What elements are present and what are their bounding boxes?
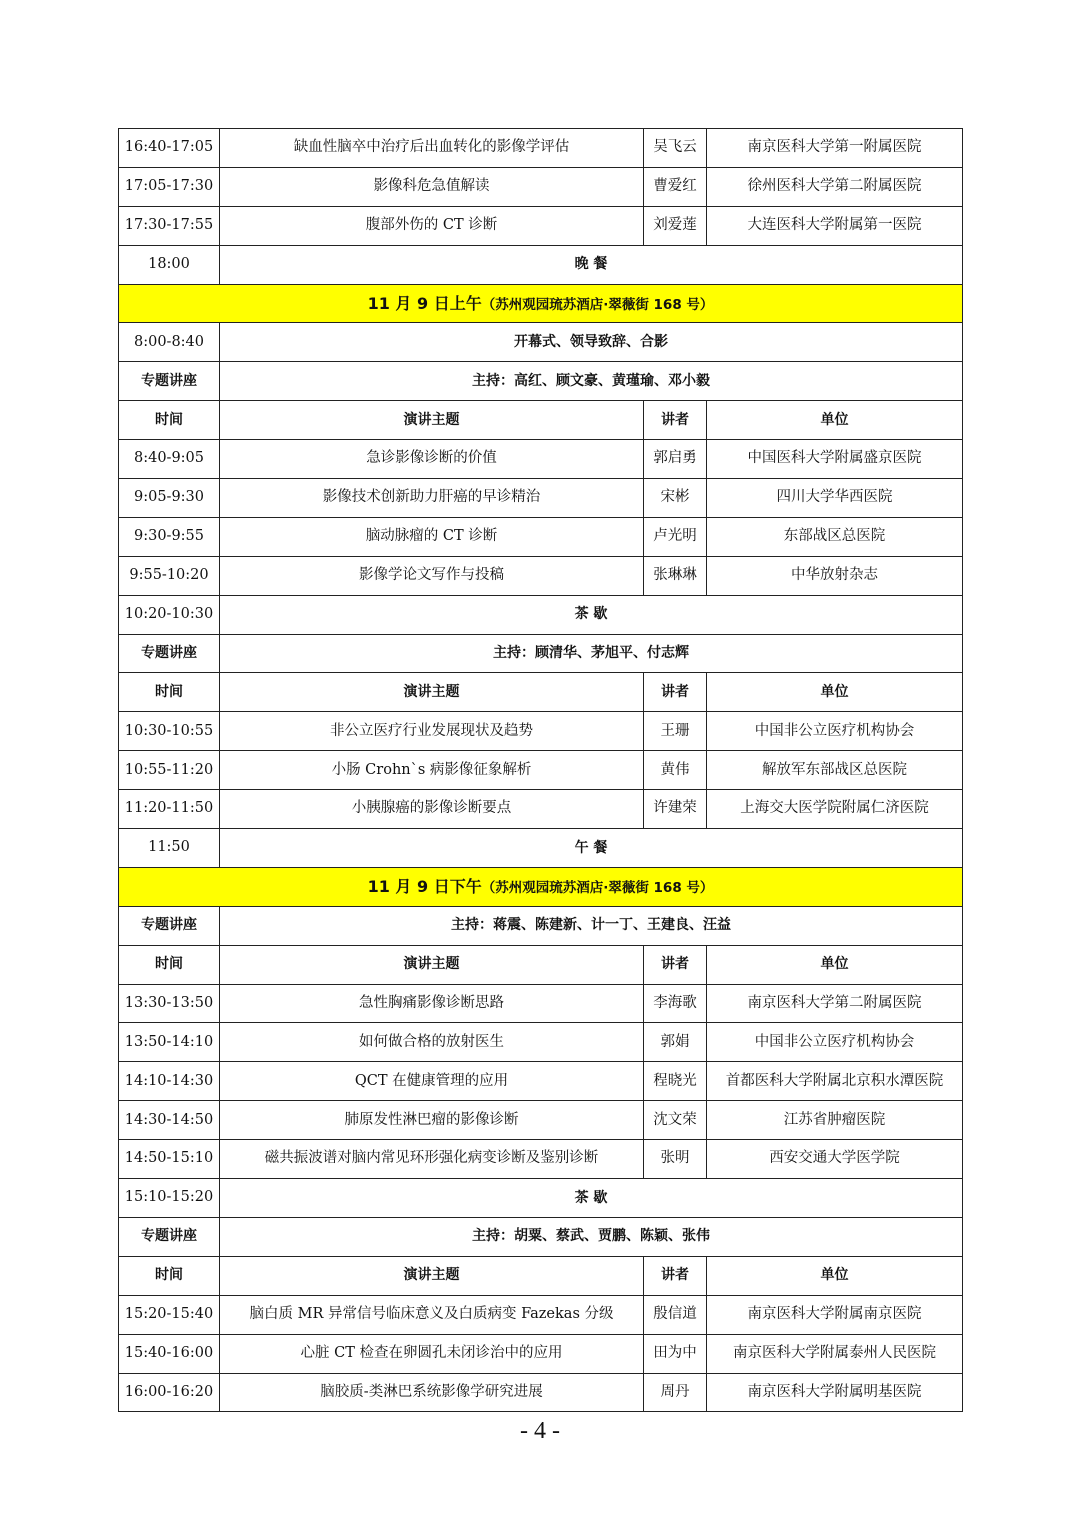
time-cell: 11:50 bbox=[119, 829, 220, 868]
hosts-label: 主持：高红、顾文豪、黄瑾瑜、邓小毅 bbox=[220, 362, 963, 401]
speaker-cell: 卢光明 bbox=[644, 517, 707, 556]
lunch-label: 午 餐 bbox=[220, 829, 963, 868]
time-cell: 16:40-17:05 bbox=[119, 129, 220, 168]
table-row bbox=[119, 129, 963, 168]
unit-cell: 首都医科大学附属北京积水潭医院 bbox=[707, 1062, 963, 1101]
header-unit: 单位 bbox=[707, 401, 963, 440]
unit-cell: 上海交大医学院附属仁济医院 bbox=[707, 790, 963, 829]
time-cell: 10:30-10:55 bbox=[119, 712, 220, 751]
time-cell: 14:30-14:50 bbox=[119, 1101, 220, 1140]
lecture-row bbox=[119, 362, 963, 401]
tea-break-row bbox=[119, 1179, 963, 1218]
speaker-cell: 程晓光 bbox=[644, 1062, 707, 1101]
table-row bbox=[119, 1140, 963, 1179]
topic-cell: 脑白质 MR 异常信号临床意义及白质病变 Fazekas 分级 bbox=[220, 1295, 644, 1334]
header-time: 时间 bbox=[119, 673, 220, 712]
lecture-row bbox=[119, 1217, 963, 1256]
time-cell: 9:30-9:55 bbox=[119, 517, 220, 556]
header-speaker: 讲者 bbox=[644, 1256, 707, 1295]
topic-cell: 小肠 Crohn`s 病影像征象解析 bbox=[220, 751, 644, 790]
banner-date: 11 月 9 日下午 bbox=[367, 877, 482, 897]
unit-cell: 四川大学华西医院 bbox=[707, 479, 963, 518]
dinner-row bbox=[119, 245, 963, 284]
page-number: - 4 - bbox=[520, 1418, 560, 1444]
table-row bbox=[119, 712, 963, 751]
time-cell: 8:40-9:05 bbox=[119, 440, 220, 479]
unit-cell: 中国医科大学附属盛京医院 bbox=[707, 440, 963, 479]
speaker-cell: 黄伟 bbox=[644, 751, 707, 790]
header-row bbox=[119, 673, 963, 712]
table-row bbox=[119, 479, 963, 518]
unit-cell: 中国非公立医疗机构协会 bbox=[707, 1023, 963, 1062]
time-cell: 14:50-15:10 bbox=[119, 1140, 220, 1179]
table-row bbox=[119, 1295, 963, 1334]
table-row bbox=[119, 1062, 963, 1101]
topic-cell: 非公立医疗行业发展现状及趋势 bbox=[220, 712, 644, 751]
header-time: 时间 bbox=[119, 401, 220, 440]
time-cell: 9:55-10:20 bbox=[119, 556, 220, 595]
header-topic: 演讲主题 bbox=[220, 945, 644, 984]
afternoon-banner bbox=[119, 867, 963, 906]
header-unit: 单位 bbox=[707, 673, 963, 712]
unit-cell: 西安交通大学医学院 bbox=[707, 1140, 963, 1179]
morning-banner bbox=[119, 284, 963, 323]
time-cell: 15:20-15:40 bbox=[119, 1295, 220, 1334]
time-cell: 14:10-14:30 bbox=[119, 1062, 220, 1101]
topic-cell: 腹部外伤的 CT 诊断 bbox=[220, 206, 644, 245]
table-row bbox=[119, 167, 963, 206]
speaker-cell: 郭启勇 bbox=[644, 440, 707, 479]
unit-cell: 大连医科大学附属第一医院 bbox=[707, 206, 963, 245]
topic-cell: 影像学论文写作与投稿 bbox=[220, 556, 644, 595]
unit-cell: 江苏省肿瘤医院 bbox=[707, 1101, 963, 1140]
speaker-cell: 王珊 bbox=[644, 712, 707, 751]
unit-cell: 解放军东部战区总医院 bbox=[707, 751, 963, 790]
hosts-label: 主持：蒋震、陈建新、计一丁、王建良、汪益 bbox=[220, 906, 963, 945]
dinner-label: 晚 餐 bbox=[220, 245, 963, 284]
banner-date: 11 月 9 日上午 bbox=[367, 293, 482, 313]
time-cell: 18:00 bbox=[119, 245, 220, 284]
topic-cell: 影像科危急值解读 bbox=[220, 167, 644, 206]
hosts-label: 主持：顾清华、茅旭平、付志辉 bbox=[220, 634, 963, 673]
opening-label: 开幕式、领导致辞、合影 bbox=[220, 323, 963, 362]
table-row bbox=[119, 1373, 963, 1412]
tea-break-label: 茶 歇 bbox=[220, 1179, 963, 1218]
time-cell: 13:50-14:10 bbox=[119, 1023, 220, 1062]
schedule-table bbox=[118, 128, 963, 1412]
topic-cell: 脑胶质-类淋巴系统影像学研究进展 bbox=[220, 1373, 644, 1412]
topic-cell: 影像技术创新助力肝癌的早诊精治 bbox=[220, 479, 644, 518]
speaker-cell: 张琳琳 bbox=[644, 556, 707, 595]
speaker-cell: 郭娟 bbox=[644, 1023, 707, 1062]
topic-cell: QCT 在健康管理的应用 bbox=[220, 1062, 644, 1101]
time-cell: 13:30-13:50 bbox=[119, 984, 220, 1023]
lecture-label: 专题讲座 bbox=[119, 362, 220, 401]
lunch-row bbox=[119, 829, 963, 868]
table-row bbox=[119, 440, 963, 479]
speaker-cell: 田为中 bbox=[644, 1334, 707, 1373]
topic-cell: 缺血性脑卒中治疗后出血转化的影像学评估 bbox=[220, 129, 644, 168]
topic-cell: 脑动脉瘤的 CT 诊断 bbox=[220, 517, 644, 556]
header-speaker: 讲者 bbox=[644, 945, 707, 984]
topic-cell: 急性胸痛影像诊断思路 bbox=[220, 984, 644, 1023]
unit-cell: 南京医科大学附属泰州人民医院 bbox=[707, 1334, 963, 1373]
header-time: 时间 bbox=[119, 945, 220, 984]
unit-cell: 中华放射杂志 bbox=[707, 556, 963, 595]
speaker-cell: 沈文荣 bbox=[644, 1101, 707, 1140]
header-topic: 演讲主题 bbox=[220, 1256, 644, 1295]
speaker-cell: 刘爱莲 bbox=[644, 206, 707, 245]
speaker-cell: 吴飞云 bbox=[644, 129, 707, 168]
header-row bbox=[119, 401, 963, 440]
speaker-cell: 殷信道 bbox=[644, 1295, 707, 1334]
table-row bbox=[119, 751, 963, 790]
header-time: 时间 bbox=[119, 1256, 220, 1295]
lecture-row bbox=[119, 634, 963, 673]
time-cell: 16:00-16:20 bbox=[119, 1373, 220, 1412]
time-cell: 17:30-17:55 bbox=[119, 206, 220, 245]
time-cell: 10:20-10:30 bbox=[119, 595, 220, 634]
table-row bbox=[119, 790, 963, 829]
topic-cell: 心脏 CT 检查在卵圆孔未闭诊治中的应用 bbox=[220, 1334, 644, 1373]
time-cell: 9:05-9:30 bbox=[119, 479, 220, 518]
lecture-label: 专题讲座 bbox=[119, 634, 220, 673]
unit-cell: 徐州医科大学第二附属医院 bbox=[707, 167, 963, 206]
tea-break-row bbox=[119, 595, 963, 634]
tea-break-label: 茶 歇 bbox=[220, 595, 963, 634]
table-row bbox=[119, 1334, 963, 1373]
unit-cell: 南京医科大学附属明基医院 bbox=[707, 1373, 963, 1412]
hosts-label: 主持：胡粟、蔡武、贾鹏、陈颖、张伟 bbox=[220, 1217, 963, 1256]
topic-cell: 如何做合格的放射医生 bbox=[220, 1023, 644, 1062]
unit-cell: 南京医科大学第二附属医院 bbox=[707, 984, 963, 1023]
unit-cell: 东部战区总医院 bbox=[707, 517, 963, 556]
lecture-label: 专题讲座 bbox=[119, 1217, 220, 1256]
table-row bbox=[119, 206, 963, 245]
unit-cell: 中国非公立医疗机构协会 bbox=[707, 712, 963, 751]
table-row bbox=[119, 517, 963, 556]
speaker-cell: 李海歌 bbox=[644, 984, 707, 1023]
topic-cell: 肺原发性淋巴瘤的影像诊断 bbox=[220, 1101, 644, 1140]
header-speaker: 讲者 bbox=[644, 673, 707, 712]
header-row bbox=[119, 1256, 963, 1295]
speaker-cell: 许建荣 bbox=[644, 790, 707, 829]
speaker-cell: 曹爱红 bbox=[644, 167, 707, 206]
topic-cell: 急诊影像诊断的价值 bbox=[220, 440, 644, 479]
lecture-label: 专题讲座 bbox=[119, 906, 220, 945]
lecture-row bbox=[119, 906, 963, 945]
time-cell: 8:00-8:40 bbox=[119, 323, 220, 362]
opening-row bbox=[119, 323, 963, 362]
speaker-cell: 张明 bbox=[644, 1140, 707, 1179]
time-cell: 17:05-17:30 bbox=[119, 167, 220, 206]
header-row bbox=[119, 945, 963, 984]
header-speaker: 讲者 bbox=[644, 401, 707, 440]
header-unit: 单位 bbox=[707, 945, 963, 984]
time-cell: 15:40-16:00 bbox=[119, 1334, 220, 1373]
unit-cell: 南京医科大学第一附属医院 bbox=[707, 129, 963, 168]
table-row bbox=[119, 1101, 963, 1140]
topic-cell: 小胰腺癌的影像诊断要点 bbox=[220, 790, 644, 829]
time-cell: 15:10-15:20 bbox=[119, 1179, 220, 1218]
table-row bbox=[119, 1023, 963, 1062]
topic-cell: 磁共振波谱对脑内常见环形强化病变诊断及鉴别诊断 bbox=[220, 1140, 644, 1179]
table-row bbox=[119, 556, 963, 595]
speaker-cell: 宋彬 bbox=[644, 479, 707, 518]
time-cell: 10:55-11:20 bbox=[119, 751, 220, 790]
header-topic: 演讲主题 bbox=[220, 401, 644, 440]
banner-venue: （苏州观园琉苏酒店·翠薇街 168 号） bbox=[481, 880, 714, 897]
time-cell: 11:20-11:50 bbox=[119, 790, 220, 829]
header-unit: 单位 bbox=[707, 1256, 963, 1295]
table-row bbox=[119, 984, 963, 1023]
unit-cell: 南京医科大学附属南京医院 bbox=[707, 1295, 963, 1334]
header-topic: 演讲主题 bbox=[220, 673, 644, 712]
speaker-cell: 周丹 bbox=[644, 1373, 707, 1412]
banner-venue: （苏州观园琉苏酒店·翠薇街 168 号） bbox=[481, 296, 714, 313]
